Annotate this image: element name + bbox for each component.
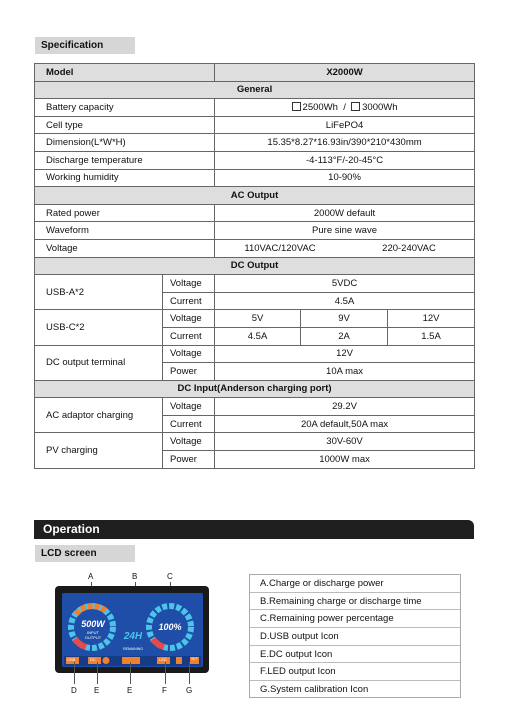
specification-label: Specification (35, 37, 135, 54)
table-row (35, 204, 475, 222)
dc-terminal-label: DC output terminal (35, 345, 163, 380)
table-row (35, 345, 475, 363)
lcd-percent-value: 100% (158, 622, 182, 632)
dimension-value: 15.35*8.27*16.93in/390*210*430mm (215, 134, 475, 152)
leader-line-d (74, 662, 75, 684)
usb-c-voltage-3: 12V (388, 310, 475, 328)
ac-adaptor-label: AC adaptor charging (35, 398, 163, 433)
pv-power: 1000W max (215, 451, 475, 469)
discharge-temp-value: -4-113°F/-20-45°C (215, 151, 475, 169)
leader-line-g (189, 662, 190, 684)
usb-c-voltage-1: 5V (215, 310, 301, 328)
usb-c-label: USB-C*2 (35, 310, 163, 345)
battery-capacity-label: Battery capacity (35, 99, 215, 117)
usb-a-current-label: Current (163, 292, 215, 310)
table-row (35, 169, 475, 187)
specification-table (34, 63, 475, 469)
model-value: X2000W (215, 64, 475, 82)
lcd-usb-text: USB (67, 657, 76, 662)
callout-g: G (186, 686, 193, 695)
callout-c: C (167, 572, 173, 581)
table-row (35, 134, 475, 152)
lcd-screen-label: LCD screen (35, 545, 135, 562)
lcd-display (62, 593, 203, 667)
usb-c-current-label: Current (163, 327, 215, 345)
discharge-temp-label: Discharge temperature (35, 151, 215, 169)
legend-item: G.System calibration Icon (260, 684, 369, 696)
callout-b: B (132, 572, 138, 581)
legend-item: B.Remaining charge or discharge time (250, 593, 460, 611)
callout-d: D (71, 686, 77, 695)
table-row (35, 239, 475, 257)
table-row (35, 116, 475, 134)
table-row (35, 275, 475, 293)
legend-item: E.DC output Icon (250, 646, 460, 664)
ac-adaptor-current: 20A default,50A max (215, 415, 475, 433)
ac-voltage-label: Voltage (35, 239, 215, 257)
checkbox-2500-icon (292, 102, 301, 111)
power-ring-low-icon (75, 639, 86, 647)
battery-capacity-value (215, 99, 475, 117)
leader-line-f (165, 662, 166, 684)
dc-input-heading: DC Input(Anderson charging port) (35, 380, 475, 398)
dimension-label: Dimension(L*W*H) (35, 134, 215, 152)
model-label: Model (35, 64, 215, 82)
table-row (35, 257, 475, 275)
lcd-legend (249, 574, 461, 698)
humidity-value: 10-90% (215, 169, 475, 187)
percent-ring-low-icon (153, 639, 164, 647)
callout-e-second: E (127, 686, 133, 695)
usb-c-current-3: 1.5A (388, 327, 475, 345)
lcd-time-value: 24H (123, 631, 143, 642)
usb-c-current-1: 4.5A (215, 327, 301, 345)
humidity-label: Working humidity (35, 169, 215, 187)
ac-adaptor-current-label: Current (163, 415, 215, 433)
general-heading: General (35, 81, 475, 99)
dc-terminal-power-label: Power (163, 363, 215, 381)
lcd-output-text: OUTPUT (84, 635, 102, 640)
table-row (35, 99, 475, 117)
usb-a-voltage: 5VDC (215, 275, 475, 293)
rated-power-label: Rated power (35, 204, 215, 222)
dc-terminal-voltage: 12V (215, 345, 475, 363)
operation-heading: Operation (34, 520, 474, 539)
dc-terminal-power: 10A max (215, 363, 475, 381)
pv-voltage-label: Voltage (163, 433, 215, 451)
lcd-input-text: INPUT (87, 630, 99, 635)
lcd-set-text: SET (191, 657, 198, 661)
dc-indicator-icon (103, 657, 110, 664)
cell-type-value: LiFePO4 (215, 116, 475, 134)
dc-terminal-voltage-label: Voltage (163, 345, 215, 363)
leader-line-e2 (130, 662, 131, 684)
pv-power-label: Power (163, 451, 215, 469)
battery-separator: / (343, 101, 346, 113)
usb-a-label: USB-A*2 (35, 275, 163, 310)
checkbox-3000-icon (351, 102, 360, 111)
ac-voltage-110: 110VAC/120VAC (244, 242, 316, 254)
lcd-remaining-text: REMAINING (123, 647, 143, 651)
dc-output-heading: DC Output (35, 257, 475, 275)
remaining-bar-icon (122, 657, 140, 664)
cell-type-label: Cell type (35, 116, 215, 134)
lcd-power-value: 500W (81, 619, 105, 629)
legend-item: A.Charge or discharge power (250, 575, 460, 593)
callout-a: A (88, 572, 94, 581)
waveform-label: Waveform (35, 222, 215, 240)
pv-charging-label: PV charging (35, 433, 163, 468)
table-row (35, 187, 475, 205)
rated-power-value: 2000W default (215, 204, 475, 222)
table-row (35, 222, 475, 240)
table-row (35, 433, 475, 451)
pv-voltage: 30V-60V (215, 433, 475, 451)
lcd-led-text: LED (159, 657, 167, 662)
table-row (35, 64, 475, 82)
battery-option-2500: 2500Wh (302, 101, 338, 113)
waveform-value: Pure sine wave (215, 222, 475, 240)
led-indicator-icon (176, 657, 182, 664)
callout-e: E (94, 686, 100, 695)
usb-a-current: 4.5A (215, 292, 475, 310)
table-row (35, 310, 475, 328)
table-row (35, 151, 475, 169)
lcd-dc-text: DC (90, 657, 96, 662)
ac-adaptor-voltage: 29.2V (215, 398, 475, 416)
ac-adaptor-voltage-label: Voltage (163, 398, 215, 416)
usb-c-voltage-label: Voltage (163, 310, 215, 328)
ac-voltage-value (215, 239, 475, 257)
usb-c-current-2: 2A (301, 327, 388, 345)
table-row (35, 81, 475, 99)
ac-voltage-220: 220-240VAC (382, 242, 436, 254)
table-row (35, 380, 475, 398)
usb-a-voltage-label: Voltage (163, 275, 215, 293)
legend-item: C.Remaining power percentage (250, 610, 460, 628)
legend-item: F.LED output Icon (250, 663, 460, 681)
ac-output-heading: AC Output (35, 187, 475, 205)
usb-c-voltage-2: 9V (301, 310, 388, 328)
table-row (35, 398, 475, 416)
leader-line-e1 (97, 662, 98, 684)
legend-item: D.USB output Icon (250, 628, 460, 646)
callout-f: F (162, 686, 167, 695)
battery-option-3000: 3000Wh (362, 101, 398, 113)
